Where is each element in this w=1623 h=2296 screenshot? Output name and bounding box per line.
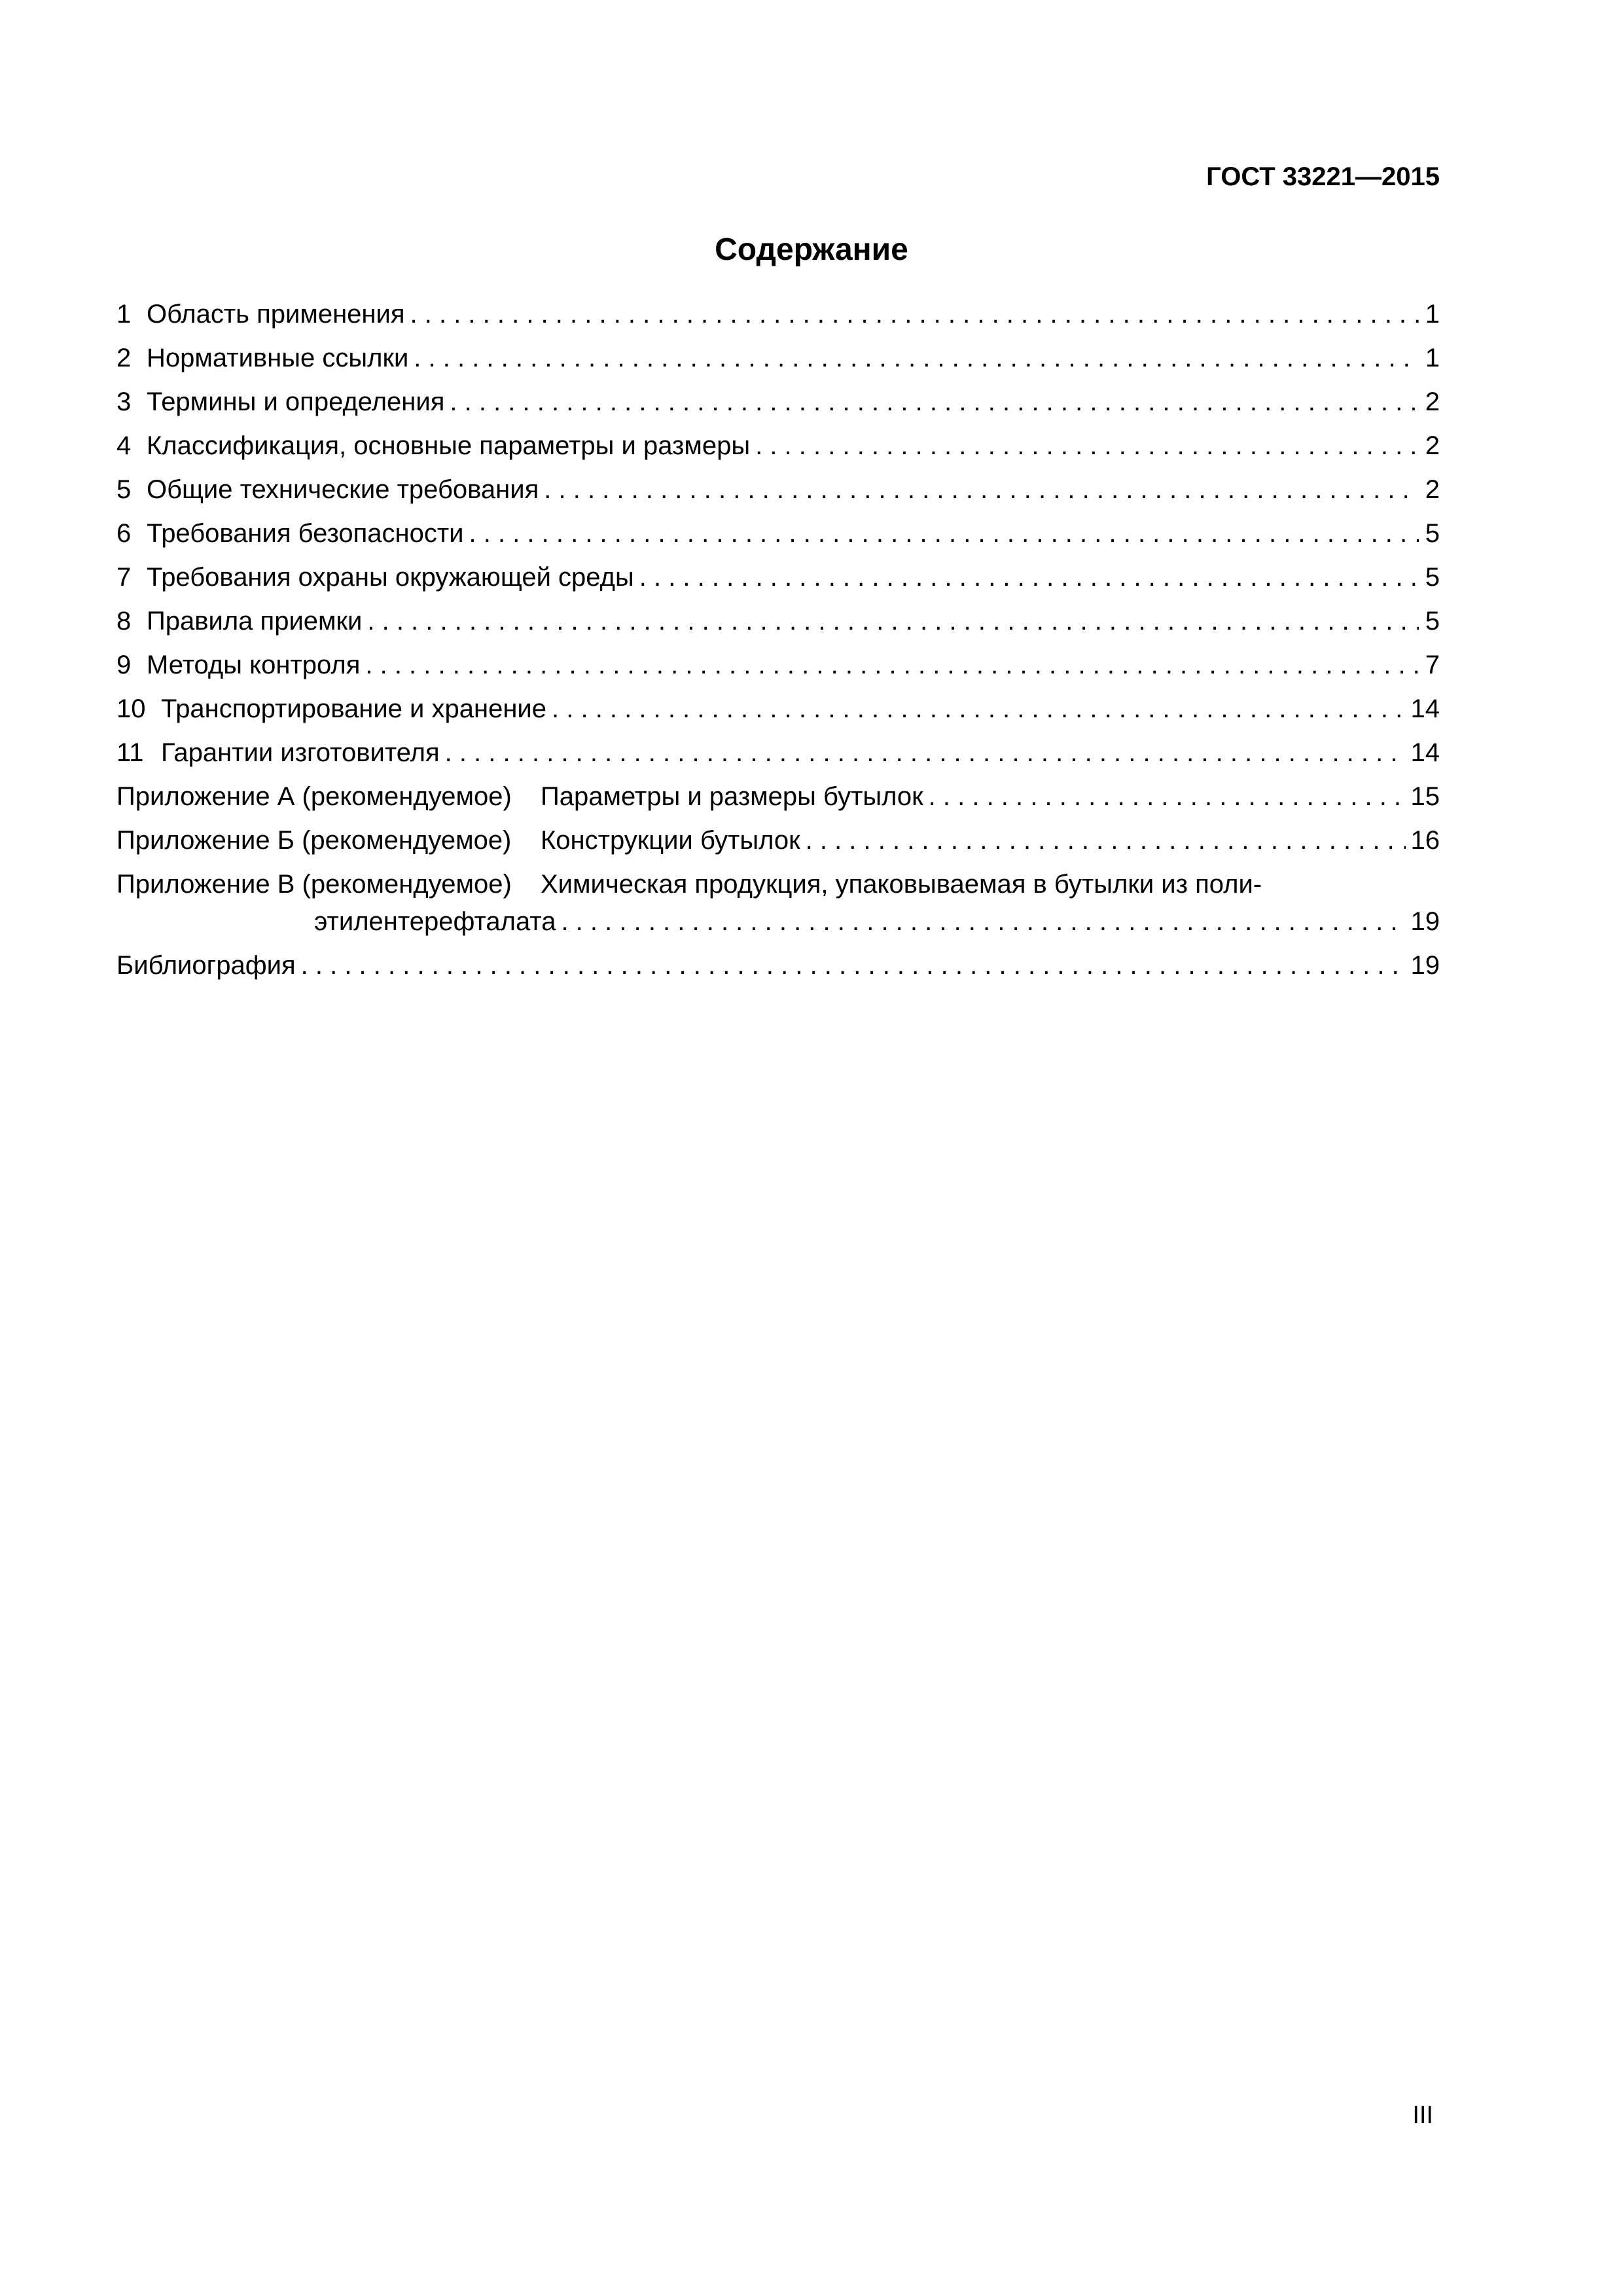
toc-entry-number: 1 [116, 300, 132, 329]
dot-leader [301, 949, 1406, 982]
toc-entry-number: 6 [116, 519, 132, 548]
dot-leader [410, 298, 1419, 331]
toc-entry-title: Общие технические требования [147, 475, 539, 504]
toc-entry-title: Транспортирование и хранение [161, 694, 547, 723]
page-number: III [1412, 2102, 1433, 2129]
dot-leader [445, 736, 1406, 769]
toc-entry-page: 5 [1425, 563, 1440, 592]
toc-entry-number: 8 [116, 607, 132, 636]
dot-leader [561, 905, 1405, 938]
toc-entry-number: 4 [116, 431, 132, 460]
toc-entry[interactable] [116, 517, 1440, 561]
toc-entry-page: 2 [1425, 387, 1440, 416]
dot-leader [552, 692, 1405, 725]
annex-label: Приложение Б (рекомендуемое) [116, 826, 512, 855]
dot-leader [367, 605, 1419, 637]
toc-entry-number: 2 [116, 344, 132, 372]
toc-entry-number: 11 [116, 738, 144, 767]
toc-entry[interactable] [116, 429, 1440, 473]
toc-entry[interactable] [116, 605, 1440, 649]
dot-leader [469, 517, 1419, 550]
dot-leader [365, 649, 1419, 681]
toc-entry-page: 5 [1425, 607, 1440, 636]
toc-entry-title: Гарантии изготовителя [161, 738, 440, 767]
dot-leader [414, 342, 1419, 374]
toc-annex-entry-continuation[interactable] [116, 905, 1440, 949]
bibliography-page: 19 [1410, 951, 1440, 980]
toc-entry[interactable] [116, 649, 1440, 692]
toc-bibliography-entry[interactable] [116, 949, 1440, 993]
dot-leader [755, 429, 1419, 462]
toc-entry-page: 2 [1425, 431, 1440, 460]
toc-entry-title: Требования охраны окружающей среды [147, 563, 634, 592]
annex-page: 15 [1410, 782, 1440, 811]
toc-entry-title: Область применения [147, 300, 405, 329]
toc-annex-entry[interactable] [116, 780, 1440, 824]
toc-entry[interactable] [116, 298, 1440, 342]
toc-entry-title: Методы контроля [147, 651, 361, 679]
dot-leader [929, 780, 1406, 813]
toc-entry-number: 10 [116, 694, 146, 723]
toc-entry-number: 7 [116, 563, 132, 592]
toc-entry-page: 7 [1425, 651, 1440, 679]
toc-entry-title: Нормативные ссылки [147, 344, 409, 372]
toc-entry-number: 5 [116, 475, 132, 504]
dot-leader [806, 824, 1406, 857]
toc-entry-page: 2 [1425, 475, 1440, 504]
toc-annex-entry[interactable] [116, 868, 1440, 905]
toc-entry-title: Термины и определения [147, 387, 445, 416]
table-of-contents [116, 298, 1440, 993]
toc-entry-page: 14 [1410, 694, 1440, 723]
toc-annex-entry[interactable] [116, 824, 1440, 868]
page-title: Содержание [715, 232, 908, 267]
toc-entry[interactable] [116, 736, 1440, 780]
dot-leader [639, 561, 1419, 594]
toc-entry[interactable] [116, 386, 1440, 429]
toc-entry[interactable] [116, 342, 1440, 386]
annex-title: Химическая продукция, упаковываемая в бутылки из поли- [541, 870, 1262, 899]
toc-entry-page: 1 [1425, 300, 1440, 329]
toc-entry[interactable] [116, 692, 1440, 736]
standard-code-header: ГОСТ 33221—2015 [1206, 162, 1440, 191]
toc-entry-title: Требования безопасности [147, 519, 464, 548]
annex-page: 16 [1410, 826, 1440, 855]
annex-page: 19 [1410, 907, 1440, 936]
toc-entry-title: Правила приемки [147, 607, 363, 636]
annex-title: Конструкции бутылок [541, 826, 800, 855]
toc-entry[interactable] [116, 561, 1440, 605]
annex-label: Приложение В (рекомендуемое) [116, 870, 512, 899]
annex-title: Параметры и размеры бутылок [541, 782, 923, 811]
bibliography-title: Библиография [116, 951, 296, 980]
toc-entry-page: 5 [1425, 519, 1440, 548]
annex-label: Приложение А (рекомендуемое) [116, 782, 512, 811]
toc-entry[interactable] [116, 473, 1440, 517]
toc-entry-page: 14 [1410, 738, 1440, 767]
dot-leader [450, 386, 1419, 418]
toc-entry-page: 1 [1425, 344, 1440, 372]
dot-leader [544, 473, 1419, 506]
toc-entry-title: Классификация, основные параметры и размеры [147, 431, 751, 460]
toc-entry-number: 9 [116, 651, 132, 679]
annex-title-continuation: этилентерефталата [314, 907, 556, 936]
toc-entry-number: 3 [116, 387, 132, 416]
